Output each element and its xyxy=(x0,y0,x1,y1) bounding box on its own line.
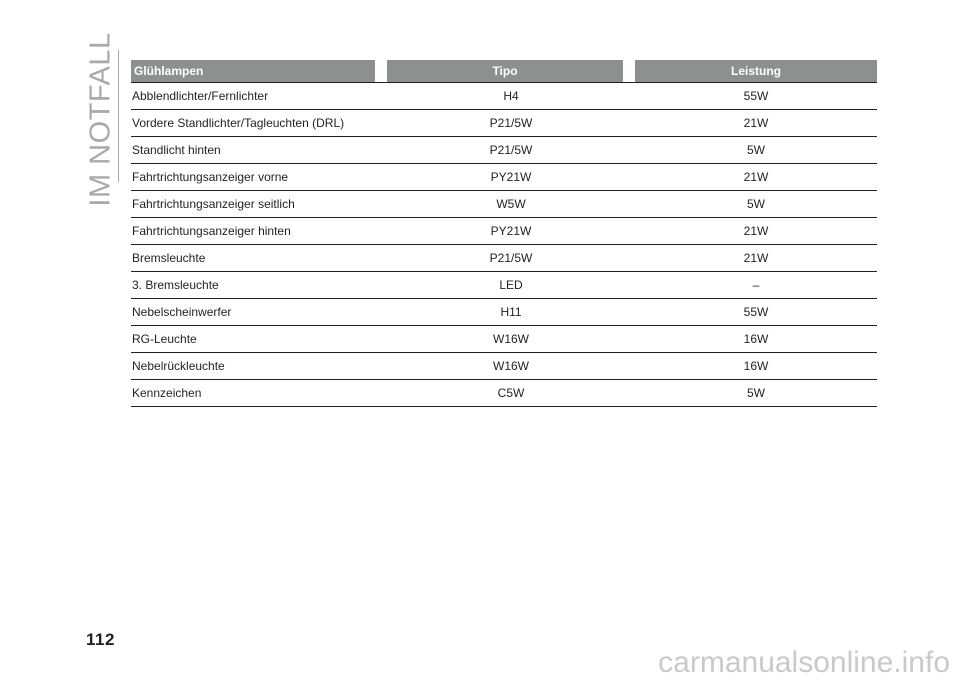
cell-lamp: Abblendlichter/Fernlichter xyxy=(132,89,269,103)
cell-power: – xyxy=(752,278,760,292)
cell-type: W16W xyxy=(493,359,529,373)
cell-type: W5W xyxy=(496,197,526,211)
cell-power: 16W xyxy=(743,359,769,373)
cell-type: W16W xyxy=(493,332,529,346)
cell-lamp: Fahrtrichtungsanzeiger hinten xyxy=(132,224,291,238)
table-row xyxy=(131,272,877,299)
cell-lamp: Nebelscheinwerfer xyxy=(132,305,232,319)
table-row xyxy=(131,326,877,353)
table-body xyxy=(131,83,877,407)
cell-power: 21W xyxy=(743,170,769,184)
cell-power: 21W xyxy=(743,116,769,130)
cell-lamp: Fahrtrichtungsanzeiger seitlich xyxy=(132,197,295,211)
section-divider xyxy=(118,50,119,182)
cell-power: 5W xyxy=(747,197,765,211)
cell-power: 55W xyxy=(743,305,769,319)
table-row xyxy=(131,110,877,137)
page-number: 112 xyxy=(86,630,115,649)
cell-type: H4 xyxy=(503,89,519,103)
table-row xyxy=(131,83,877,110)
section-title xyxy=(84,31,118,207)
cell-type: PY21W xyxy=(490,170,532,184)
table-row xyxy=(131,191,877,218)
header-tipo: Tipo xyxy=(387,60,623,82)
cell-power: 16W xyxy=(743,332,769,346)
table-row xyxy=(131,299,877,326)
header-leistung: Leistung xyxy=(635,60,877,82)
cell-type: H11 xyxy=(500,305,522,319)
table-row xyxy=(131,164,877,191)
table-row xyxy=(131,137,877,164)
cell-power: 5W xyxy=(747,143,765,157)
cell-type: C5W xyxy=(497,386,525,400)
table-row xyxy=(131,353,877,380)
cell-lamp: Standlicht hinten xyxy=(132,143,221,157)
cell-power: 21W xyxy=(743,251,769,265)
cell-lamp: RG-Leuchte xyxy=(132,332,197,346)
table-row xyxy=(131,218,877,245)
cell-lamp: Vordere Standlichter/Tagleuchten (DRL) xyxy=(132,116,345,130)
header-gluehlampen: Glühlampen xyxy=(131,60,375,82)
cell-type: PY21W xyxy=(490,224,532,238)
cell-lamp: Bremsleuchte xyxy=(132,251,206,265)
table-row xyxy=(131,380,877,407)
cell-power: 21W xyxy=(743,224,769,238)
cell-lamp: Kennzeichen xyxy=(132,386,202,400)
cell-lamp: Fahrtrichtungsanzeiger vorne xyxy=(132,170,289,184)
section-title-text: IM NOTFALL xyxy=(84,31,117,207)
table-header xyxy=(131,60,877,83)
cell-lamp: 3. Bremsleuchte xyxy=(132,278,219,292)
cell-lamp: Nebelrückleuchte xyxy=(132,359,225,373)
cell-type: LED xyxy=(499,278,523,292)
watermark: carmanualsonline.info xyxy=(658,646,950,679)
table-row xyxy=(131,245,877,272)
cell-type: P21/5W xyxy=(489,251,533,265)
cell-power: 55W xyxy=(743,89,769,103)
cell-type: P21/5W xyxy=(489,143,533,157)
bulb-spec-table xyxy=(131,60,877,407)
cell-type: P21/5W xyxy=(489,116,533,130)
cell-power: 5W xyxy=(747,386,765,400)
